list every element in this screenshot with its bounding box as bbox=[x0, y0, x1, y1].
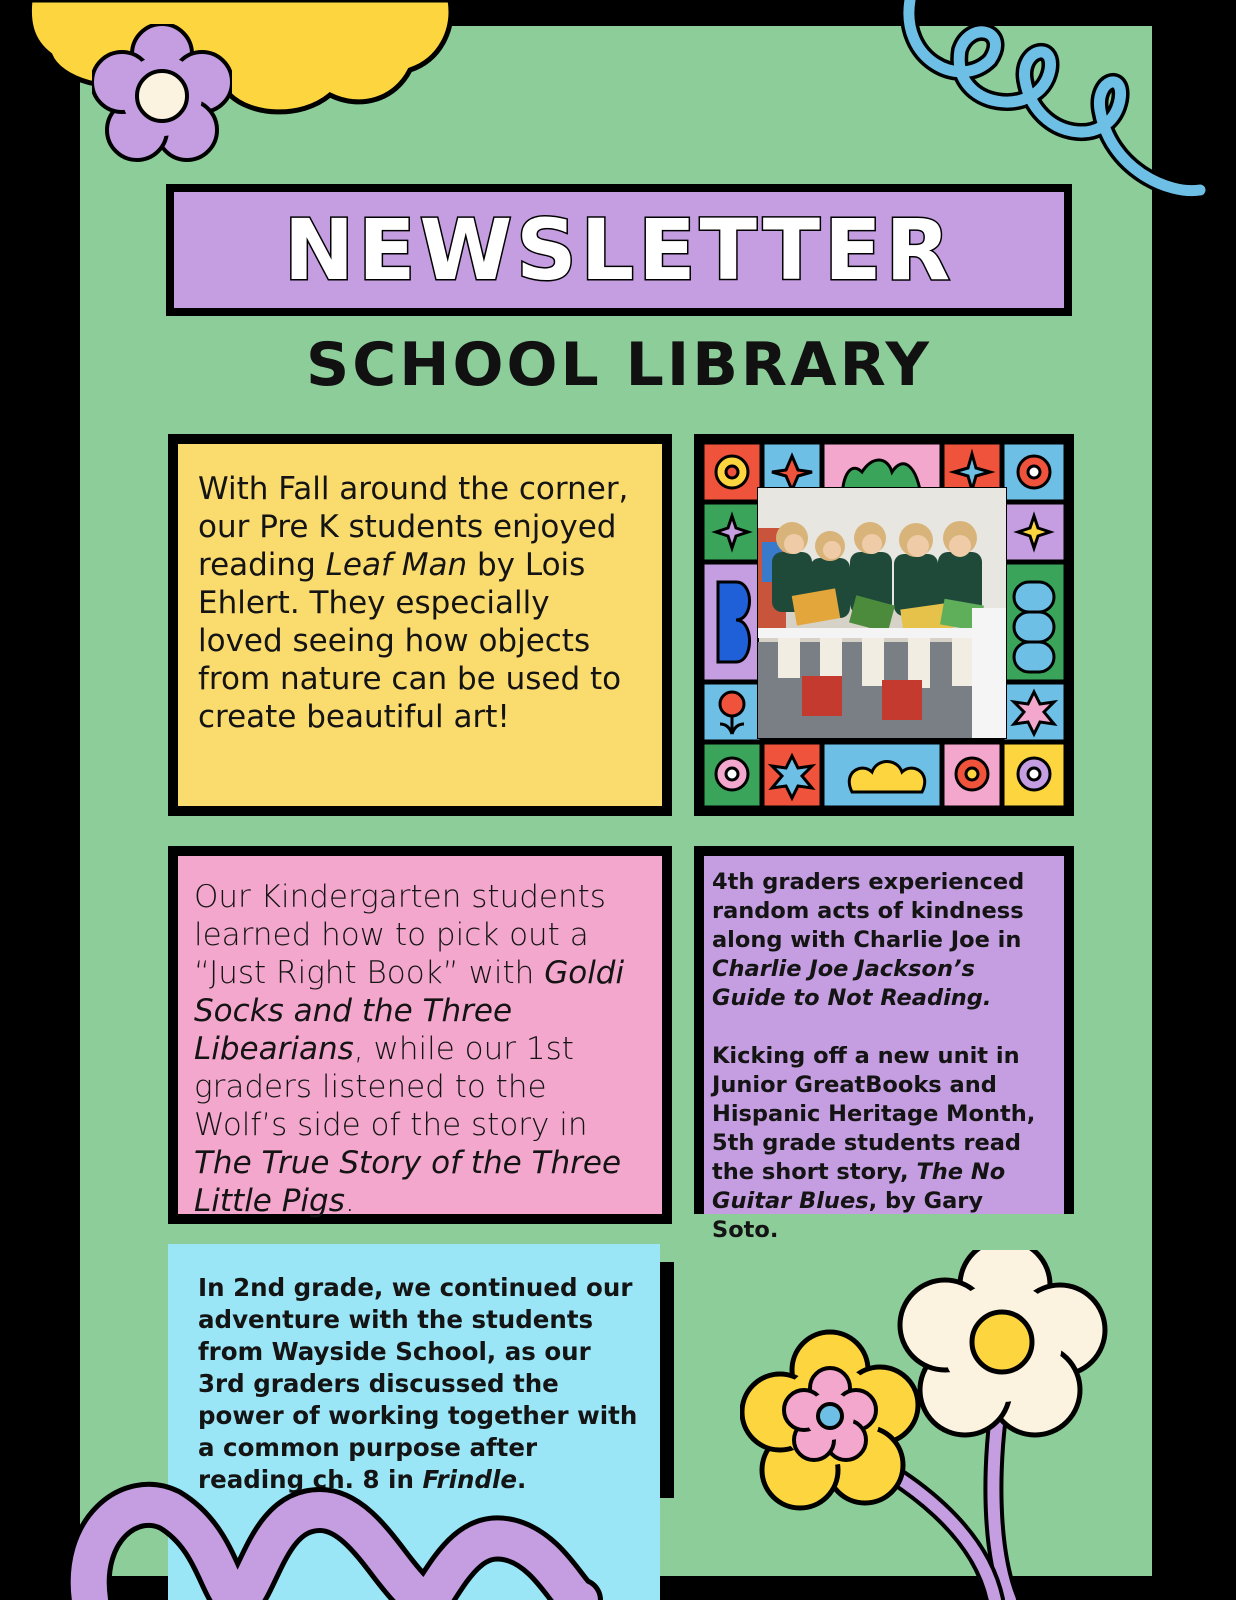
prek-text: With Fall around the corner, our Pre K students enjoyed reading Leaf Man by Lois Ehlert. They especially loved seeing how objects from nature can be used to create beautiful art! bbox=[198, 471, 629, 735]
decorative-tile-border bbox=[702, 442, 1066, 808]
purple-flower-icon bbox=[92, 24, 232, 164]
newsletter-title-banner bbox=[166, 184, 1072, 316]
fourth-grade-text: 4th graders experienced random acts of kindness along with Charlie Joe in Charlie Joe Jackson’s Guide to Not Reading. bbox=[712, 869, 1025, 1011]
page-title: NEWSLETTER bbox=[283, 201, 955, 299]
page-subtitle: SCHOOL LIBRARY bbox=[306, 330, 932, 400]
purple-squiggle-decoration bbox=[70, 1450, 630, 1600]
kindergarten-text: Our Kindergarten students learned how to pick out a “Just Right Book” with Goldi Socks and the Three Libearians, while our 1st graders listened to the Wolf’s side of the story in The True Story of the Three Little Pigs. bbox=[194, 879, 625, 1219]
fifth-grade-text: Kicking off a new unit in Junior GreatBooks and Hispanic Heritage Month, 5th grade students read the short story, The No Guitar Blues, by Gary Soto. bbox=[712, 1043, 1036, 1243]
photo-frame bbox=[694, 434, 1074, 816]
flowers-icon bbox=[740, 1250, 1160, 1600]
upper-grades-panel bbox=[694, 846, 1074, 1243]
kindergarten-panel bbox=[168, 846, 672, 1224]
students-reading-photo bbox=[758, 488, 1006, 738]
second-grade-text: In 2nd grade, we continued our adventure with the students from Wayside School, as our 3rd graders discussed the power of working together with a common purpose after reading ch. 8 in Frindle. bbox=[198, 1273, 638, 1494]
prek-panel bbox=[168, 434, 672, 816]
